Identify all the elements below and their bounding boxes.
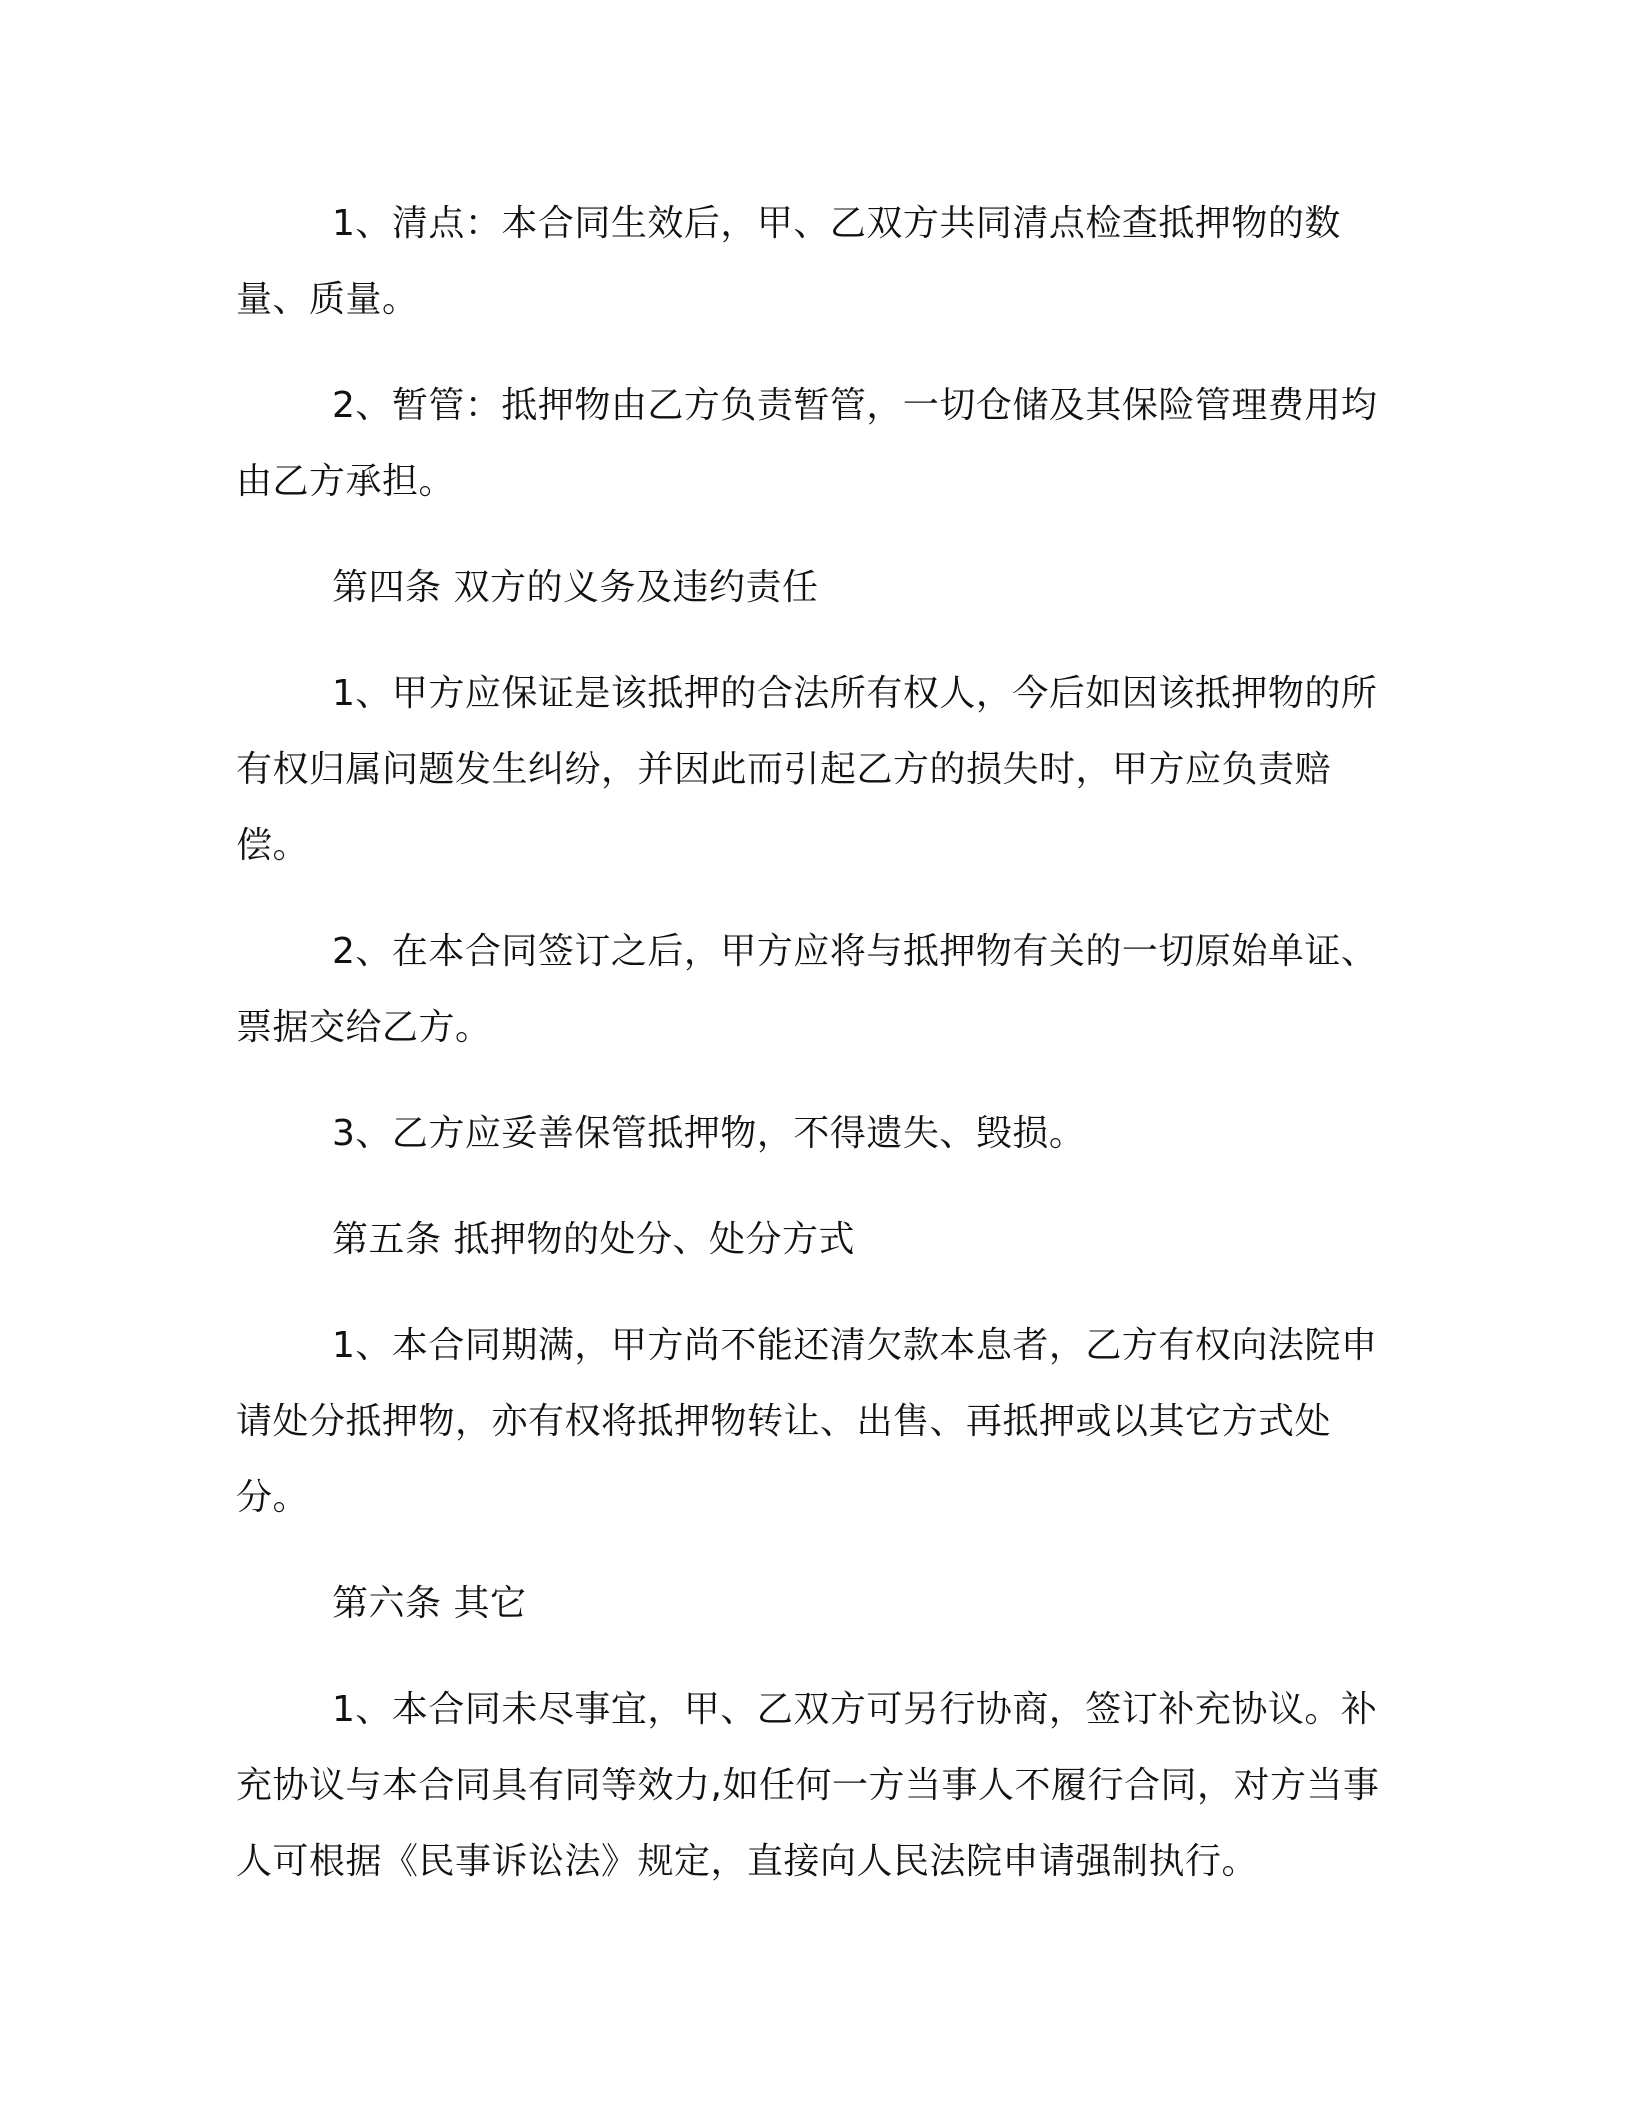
- paragraph-owner-guarantee: 1、甲方应保证是该抵押的合法所有权人，今后如因该抵押物的所有权归属问题发生纠纷，并因此而引起乙方的损失时，甲方应负责赔偿。: [236, 673, 1378, 866]
- article-five-heading: 第五条 抵押物的处分、处分方式: [332, 1219, 855, 1260]
- paragraph-temporary-custody: 2、暂管：抵押物由乙方负责暂管，一切仓储及其保险管理费用均由乙方承担。: [236, 385, 1378, 502]
- paragraph-inventory-check: 1、清点：本合同生效后，甲、乙双方共同清点检查抵押物的数量、质量。: [236, 203, 1341, 320]
- paragraph-safekeeping: 3、乙方应妥善保管抵押物，不得遗失、毁损。: [332, 1113, 1086, 1154]
- article-six-heading: 第六条 其它: [332, 1583, 527, 1624]
- paragraph-disposal-rights: 1、本合同期满，甲方尚不能还清欠款本息者，乙方有权向法院申请处分抵押物，亦有权将抵押物转让、出售、再抵押或以其它方式处分。: [236, 1325, 1378, 1518]
- paragraph-documents-handover: 2、在本合同签订之后，甲方应将与抵押物有关的一切原始单证、票据交给乙方。: [236, 931, 1378, 1048]
- document-body: [236, 186, 1396, 1900]
- article-four-heading: 第四条 双方的义务及违约责任: [332, 567, 819, 608]
- paragraph-supplementary-agreement: 1、本合同未尽事宜，甲、乙双方可另行协商，签订补充协议。补充协议与本合同具有同等效力,如任何一方当事人不履行合同，对方当事人可根据《民事诉讼法》规定，直接向人民法院申请强制执行。: [236, 1689, 1380, 1882]
